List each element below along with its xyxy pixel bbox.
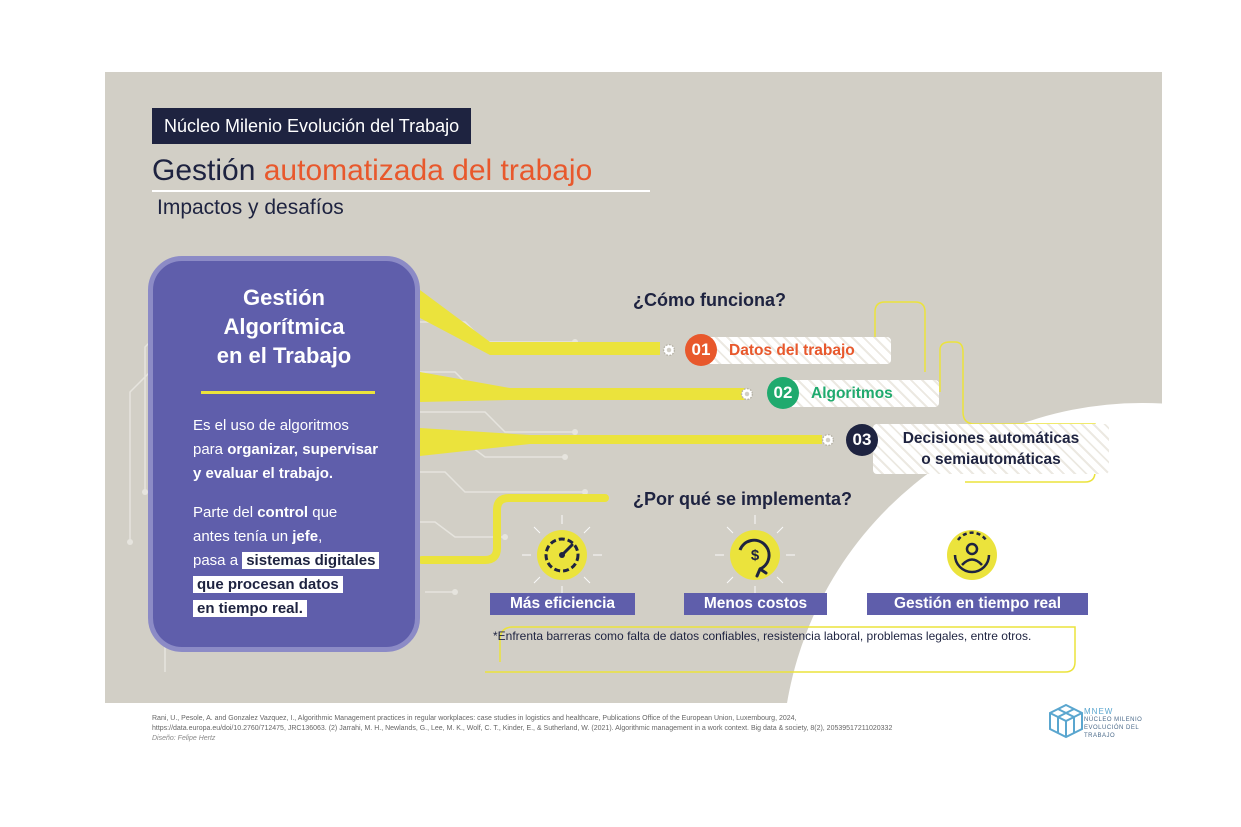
- design-credit: Diseño: Felipe Hertz: [152, 735, 216, 742]
- text-run: que: [308, 504, 338, 521]
- reference-line: https://data.europa.eu/doi/10.2760/712475, JRC136063. (2) Jarrahi, M. H., Newlands, G., Lee, M. K., Wolf, C. T., Kinder, E., & Sutherland, W. (2021). Algorithmic management in a work context. Big data & society, 8(2), 20539517211020332: [152, 725, 893, 732]
- barriers-note: *Enfrenta barreras como falta de datos confiables, resistencia laboral, problemas legales, entre otros.: [493, 629, 1032, 643]
- text-run: Es el uso de algoritmos: [193, 417, 349, 434]
- gear-gauge-icon: [517, 510, 607, 600]
- card-text-line: [193, 438, 378, 462]
- step-3-line: Decisiones automáticas: [902, 430, 1080, 447]
- logo-abbr: MNEW: [1084, 707, 1114, 716]
- benefit-costs-label: Menos costos: [684, 593, 827, 615]
- card-text-line: [193, 573, 379, 597]
- card-text-line: [193, 549, 379, 573]
- step-3-number: 03: [846, 424, 878, 456]
- step-2-number: 02: [767, 377, 799, 409]
- step-1-number: 01: [685, 334, 717, 366]
- benefit-realtime-label: Gestión en tiempo real: [867, 593, 1088, 615]
- card-definition-text: [193, 414, 378, 486]
- title-accent: automatizada del trabajo: [263, 154, 593, 187]
- card-text-line: [193, 462, 378, 486]
- title-prefix: Gestión: [152, 154, 256, 187]
- gear-icon: [738, 385, 756, 403]
- text-run: antes tenía un: [193, 528, 293, 545]
- highlighted-text: en tiempo real.: [193, 600, 307, 617]
- card-text-line: [193, 414, 378, 438]
- gear-icon: [819, 431, 837, 449]
- text-run: para: [193, 441, 228, 458]
- card-title: [153, 283, 415, 370]
- card-text-line: [193, 525, 379, 549]
- text-run: pasa a: [193, 552, 243, 569]
- card-title-line: en el Trabajo: [216, 343, 352, 368]
- svg-text:$: $: [750, 547, 760, 564]
- benefit-efficiency-label: Más eficiencia: [490, 593, 635, 615]
- gear-icon: [660, 341, 678, 359]
- card-divider: [201, 391, 375, 394]
- how-heading: ¿Cómo funciona?: [633, 290, 786, 310]
- definition-card: [148, 256, 420, 652]
- step-3-label: [873, 424, 1109, 474]
- mnew-logo-icon: [1046, 702, 1086, 740]
- bold-text: jefe: [292, 528, 319, 545]
- card-control-text: [193, 501, 379, 621]
- bold-text: control: [257, 504, 309, 521]
- person-cycle-icon: [927, 510, 1017, 600]
- card-title-line: Algorítmica: [223, 314, 345, 339]
- step-1-label: Datos del trabajo: [699, 337, 891, 364]
- card-text-line: [193, 597, 379, 621]
- logo-line: TRABAJO: [1084, 733, 1116, 739]
- reference-line: Rani, U., Pesole, A. and Gonzalez Vazquez, I., Algorithmic Management practices in regular workplaces: case studies in logistics and healthcare, Publications Office of the European Union, Luxembourg, 2024,: [152, 715, 797, 722]
- org-label: Núcleo Milenio Evolución del Trabajo: [152, 108, 471, 144]
- infographic-panel: [105, 72, 1162, 703]
- step-3-line: o semiautomáticas: [921, 451, 1061, 468]
- coin-down-icon: [710, 510, 800, 600]
- bold-text: y evaluar el trabajo.: [193, 465, 334, 482]
- why-heading: ¿Por qué se implementa?: [633, 489, 853, 509]
- page-subtitle: Impactos y desafíos: [157, 196, 344, 219]
- text-run: Parte del: [193, 504, 258, 521]
- logo-line: EVOLUCIÓN DEL: [1084, 725, 1140, 731]
- step-2-label: Algoritmos: [781, 380, 939, 407]
- page-title: [152, 154, 592, 188]
- references: [152, 714, 892, 744]
- highlighted-text: sistemas digitales: [242, 552, 379, 569]
- title-divider: [152, 190, 650, 192]
- card-title-line: Gestión: [243, 285, 325, 310]
- bold-text: organizar, supervisar: [227, 441, 379, 458]
- text-run: ,: [318, 528, 323, 545]
- logo-text: [1084, 708, 1142, 740]
- highlighted-text: que procesan datos: [193, 576, 343, 593]
- card-text-line: [193, 501, 379, 525]
- logo-line: NÚCLEO MILENIO: [1084, 717, 1143, 723]
